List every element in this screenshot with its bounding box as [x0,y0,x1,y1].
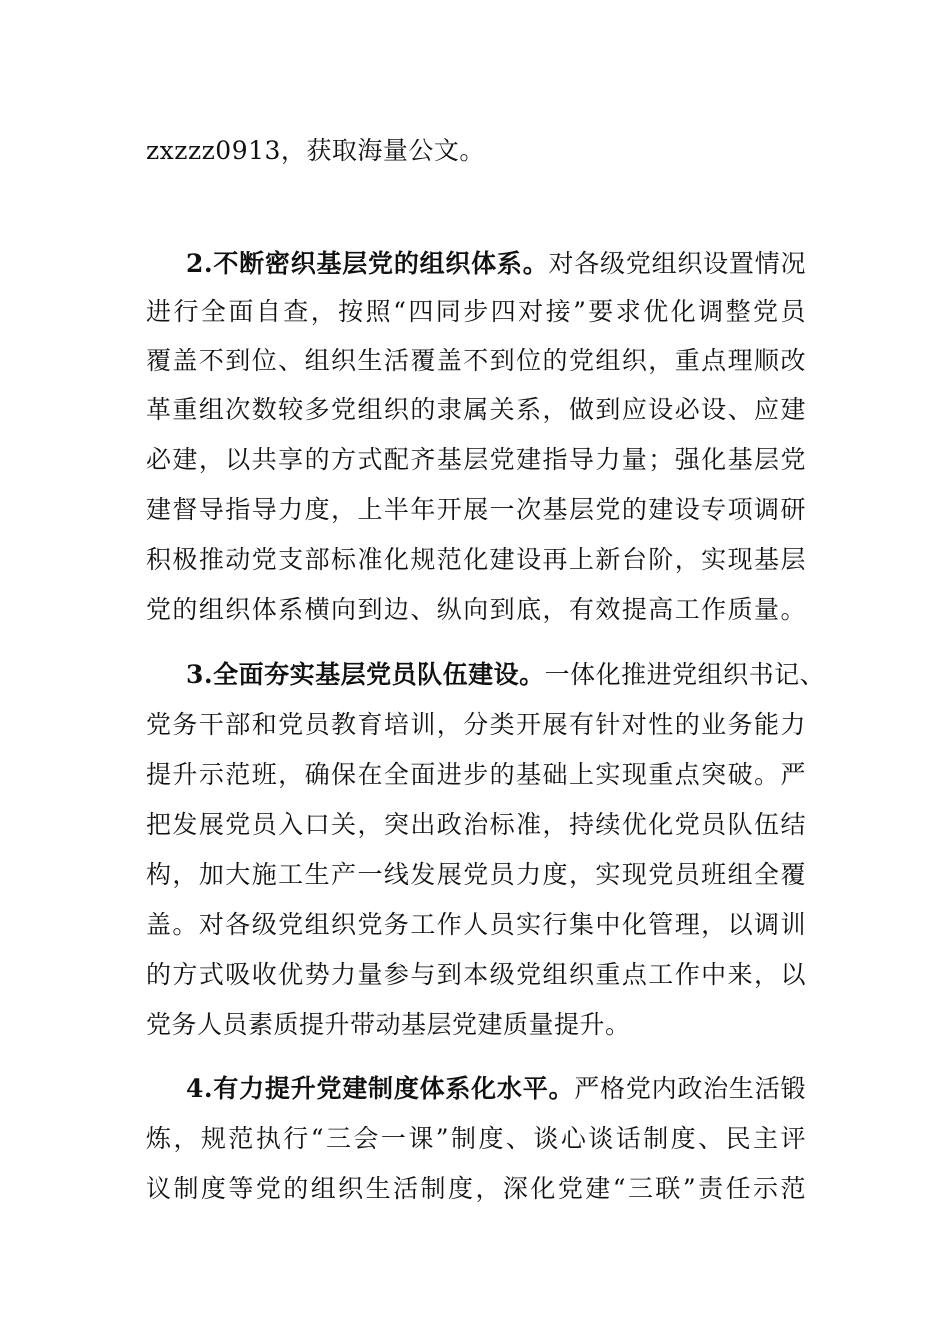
paragraph-line: 进行全面自查，按照“四同步四对接”要求优化调整党员 [146,297,806,326]
paragraph-line: 的方式吸收优势力量参与到本级党组织重点工作中来，以 [146,960,806,989]
paragraph-3-first-text: 一体化推进党组织书记、 [544,660,826,689]
paragraph-line: 提升示范班，确保在全面进步的基础上实现重点突破。严 [146,760,806,789]
paragraph-4-first-line [186,1069,806,1109]
paragraph-2-first-line [186,244,806,284]
intro-line: zxzzz0913，获取海量公文。 [146,136,485,165]
paragraph-4-heading: 4.有力提升党建制度体系化水平。 [186,1074,575,1103]
paragraph-3-heading: 3.全面夯实基层党员队伍建设。 [186,660,545,689]
paragraph-line: 积极推动党支部标准化规范化建设再上新台阶，实现基层 [146,545,806,574]
paragraph-4-first-text: 严格党内政治生活锻 [574,1074,806,1103]
paragraph-line: 构，加大施工生产一线发展党员力度，实现党员班组全覆 [146,860,806,889]
paragraph-line: 覆盖不到位、组织生活覆盖不到位的党组织，重点理顺改 [146,346,806,375]
paragraph-line: 把发展党员入口关，突出政治标准，持续优化党员队伍结 [146,810,806,839]
paragraph-line: 炼，规范执行“三会一课”制度、谈心谈话制度、民主评 [146,1124,806,1153]
paragraph-line: 党的组织体系横向到边、纵向到底，有效提高工作质量。 [146,595,806,624]
paragraph-line: 议制度等党的组织生活制度，深化党建“三联”责任示范 [146,1174,806,1203]
paragraph-2-first-text: 对各级党组织设置情况 [548,249,806,278]
paragraph-2-heading: 2.不断密织基层党的组织体系。 [186,249,549,278]
paragraph-line: 建督导指导力度，上半年开展一次基层党的建设专项调研 [146,495,806,524]
paragraph-line: 盖。对各级党组织党务工作人员实行集中化管理，以调训 [146,910,806,939]
paragraph-line: 革重组次数较多党组织的隶属关系，做到应设必设、应建 [146,395,806,424]
paragraph-line: 党务人员素质提升带动基层党建质量提升。 [146,1010,631,1039]
paragraph-3-first-line [186,655,846,695]
paragraph-line: 党务干部和党员教育培训，分类开展有针对性的业务能力 [146,710,806,739]
paragraph-line: 必建，以共享的方式配齐基层党建指导力量；强化基层党 [146,445,806,474]
